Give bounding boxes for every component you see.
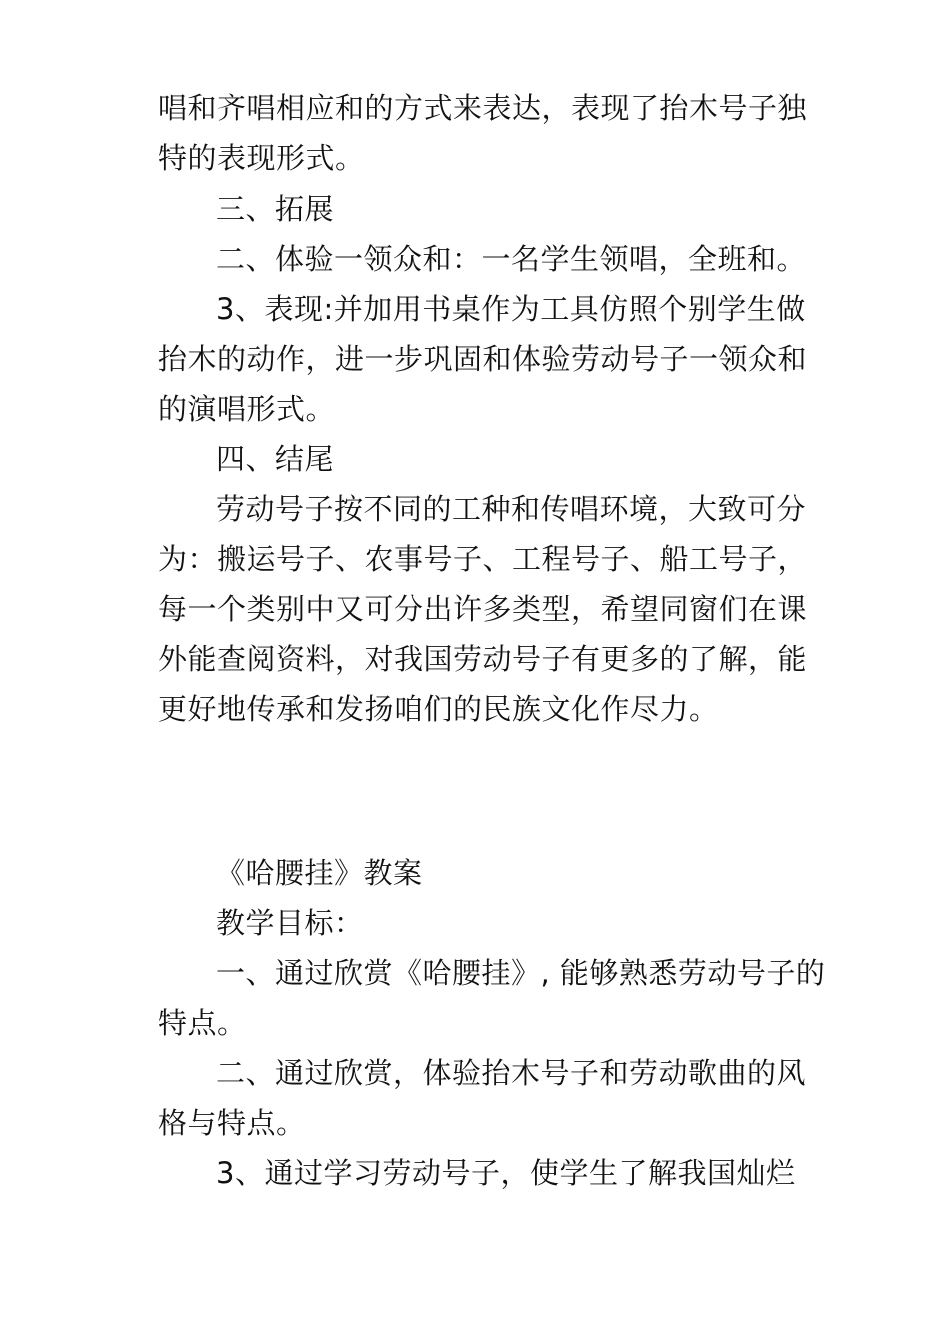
paragraph-line: 更好地传承和发扬咱们的民族文化作尽力。	[158, 692, 719, 726]
document-title: 《哈腰挂》教案	[216, 856, 423, 890]
paragraph-line: 特点。	[158, 1006, 247, 1040]
paragraph-line: 一、通过欣赏《哈腰挂》, 能够熟悉劳动号子的	[216, 956, 826, 990]
paragraph-line: 3、通过学习劳动号子，使学生了解我国灿烂	[216, 1156, 796, 1190]
section-heading: 三、拓展	[216, 192, 335, 226]
paragraph-line: 3、表现:并加用书桌作为工具仿照个别学生做	[216, 292, 806, 326]
paragraph-line: 格与特点。	[158, 1106, 306, 1140]
paragraph-line: 的演唱形式。	[158, 392, 336, 426]
paragraph-line: 二、体验一领众和：一名学生领唱，全班和。	[216, 242, 807, 276]
paragraph-line: 唱和齐唱相应和的方式来表达，表现了抬木号子独	[158, 91, 808, 125]
section-heading: 教学目标：	[216, 906, 364, 940]
section-heading: 四、结尾	[216, 442, 335, 476]
paragraph-line: 抬木的动作，进一步巩固和体验劳动号子一领众和	[158, 342, 808, 376]
paragraph-line: 劳动号子按不同的工种和传唱环境，大致可分	[216, 492, 807, 526]
paragraph-line: 为：搬运号子、农事号子、工程号子、船工号子，	[158, 542, 808, 576]
paragraph-line: 特的表现形式。	[158, 141, 365, 175]
paragraph-line: 每一个类别中又可分出许多类型，希望同窗们在课	[158, 592, 808, 626]
paragraph-line: 二、通过欣赏，体验抬木号子和劳动歌曲的风	[216, 1056, 807, 1090]
paragraph-line: 外能查阅资料，对我国劳动号子有更多的了解，能	[158, 642, 808, 676]
